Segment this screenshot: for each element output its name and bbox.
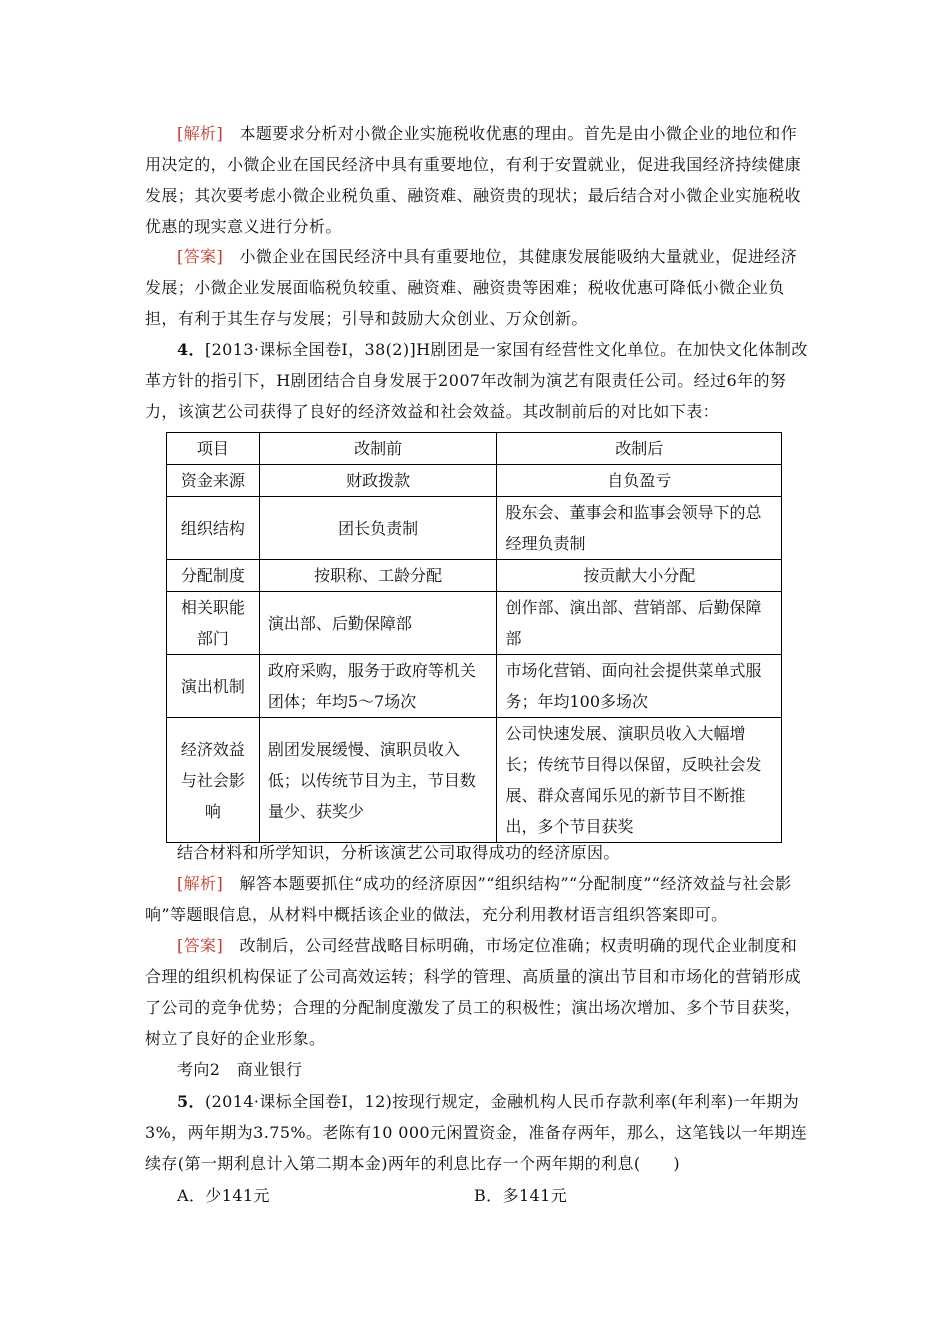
after-cell: 公司快速发展、演职员收入大幅增长；传统节目得以保留，反映社会发展、群众喜闻乐见的新节目不断推出，多个节目获奖: [497, 718, 782, 843]
row-label: 分配制度: [167, 560, 260, 592]
before-cell: 财政拨款: [259, 465, 497, 497]
header-cell-before: 改制前: [259, 433, 497, 465]
row-label: 经济效益与社会影响: [167, 718, 260, 843]
answer-paragraph-2: [145, 930, 808, 1054]
row-label: 演出机制: [167, 655, 260, 718]
analysis-paragraph-2: [145, 868, 808, 930]
answer-tag: [答案]: [177, 936, 224, 955]
section-heading: 考向2 商业银行: [177, 1060, 303, 1079]
answer-text: 小微企业在国民经济中具有重要地位，其健康发展能吸纳大量就业，促进经济发展；小微企业发展面临税负较重、融资难、融资贵等困难；税收优惠可降低小微企业负担，有利于其生存与发展；引导和鼓励大众创业、万众创新。: [145, 247, 798, 328]
analysis-text: 本题要求分析对小微企业实施税收优惠的理由。首先是由小微企业的地位和作用决定的，小微企业在国民经济中具有重要地位，有利于安置就业，促进我国经济持续健康发展；其次要考虑小微企业税负重、融资难、融资贵的现状；最后结合对小微企业实施税收优惠的现实意义进行分析。: [145, 124, 802, 236]
question-4-prompt: 结合材料和所学知识，分析该演艺公司取得成功的经济原因。: [177, 843, 620, 862]
before-cell: 团长负责制: [259, 497, 497, 560]
question-4: [145, 334, 808, 427]
before-cell: 演出部、后勤保障部: [259, 592, 497, 655]
table-row: [167, 560, 782, 592]
comparison-table: [166, 432, 782, 843]
header-cell-after: 改制后: [497, 433, 782, 465]
table-row: [167, 592, 782, 655]
table-row: [167, 655, 782, 718]
analysis-paragraph-1: [145, 118, 808, 242]
question-number: 5．: [177, 1092, 205, 1111]
analysis-text: 解答本题要抓住“成功的经济原因”“组织结构”“分配制度”“经济效益与社会影响”等题眼信息，从材料中概括该企业的做法，充分利用教材语言组织答案即可。: [145, 874, 792, 924]
after-cell: 股东会、董事会和监事会领导下的总经理负责制: [497, 497, 782, 560]
after-cell: 市场化营销、面向社会提供菜单式服务；年均100多场次: [497, 655, 782, 718]
question-text: [2013·课标全国卷Ⅰ，38(2)]H剧团是一家国有经营性文化单位。在加快文化体制改革方针的指引下，H剧团结合自身发展于2007年改制为演艺有限责任公司。经过6年的努力，该演艺公司获得了良好的经济效益和社会效益。其改制前后的对比如下表：: [145, 340, 808, 421]
after-cell: 按贡献大小分配: [497, 560, 782, 592]
row-label: 组织结构: [167, 497, 260, 560]
table-row: [167, 718, 782, 843]
question-5: [145, 1086, 808, 1179]
table-header-row: [167, 433, 782, 465]
after-cell: 自负盈亏: [497, 465, 782, 497]
question-text: (2014·课标全国卷Ⅰ，12)按现行规定，金融机构人民币存款利率(年利率)一年期为3%，两年期为3.75%。老陈有10 000元闲置资金，准备存两年，那么，这笔钱以一年期连续存(第一期利息计入第二期本金)两年的利息比存一个两年期的利息( ): [145, 1092, 808, 1173]
analysis-tag: [解析]: [177, 124, 224, 143]
analysis-tag: [解析]: [177, 874, 224, 893]
row-label: 相关职能部门: [167, 592, 260, 655]
table-row: [167, 497, 782, 560]
answer-text: 改制后，公司经营战略目标明确，市场定位准确；权责明确的现代企业制度和合理的组织机构保证了公司高效运转；科学的管理、高质量的演出节目和市场化的营销形成了公司的竞争优势；合理的分配制度激发了员工的积极性；演出场次增加、多个节目获奖，树立了良好的企业形象。: [145, 936, 802, 1048]
before-cell: 政府采购，服务于政府等机关团体；年均5～7场次: [259, 655, 497, 718]
before-cell: 剧团发展缓慢、演职员收入低；以传统节目为主，节目数量少、获奖少: [259, 718, 497, 843]
question-number: 4．: [177, 340, 205, 359]
answer-paragraph-1: [145, 241, 808, 334]
after-cell: 创作部、演出部、营销部、后勤保障部: [497, 592, 782, 655]
header-cell-item: 项目: [167, 433, 260, 465]
before-cell: 按职称、工龄分配: [259, 560, 497, 592]
answer-tag: [答案]: [177, 247, 224, 266]
row-label: 资金来源: [167, 465, 260, 497]
table-row: [167, 465, 782, 497]
option-a: A．少141元: [177, 1186, 270, 1205]
option-b: B．多141元: [474, 1186, 568, 1205]
